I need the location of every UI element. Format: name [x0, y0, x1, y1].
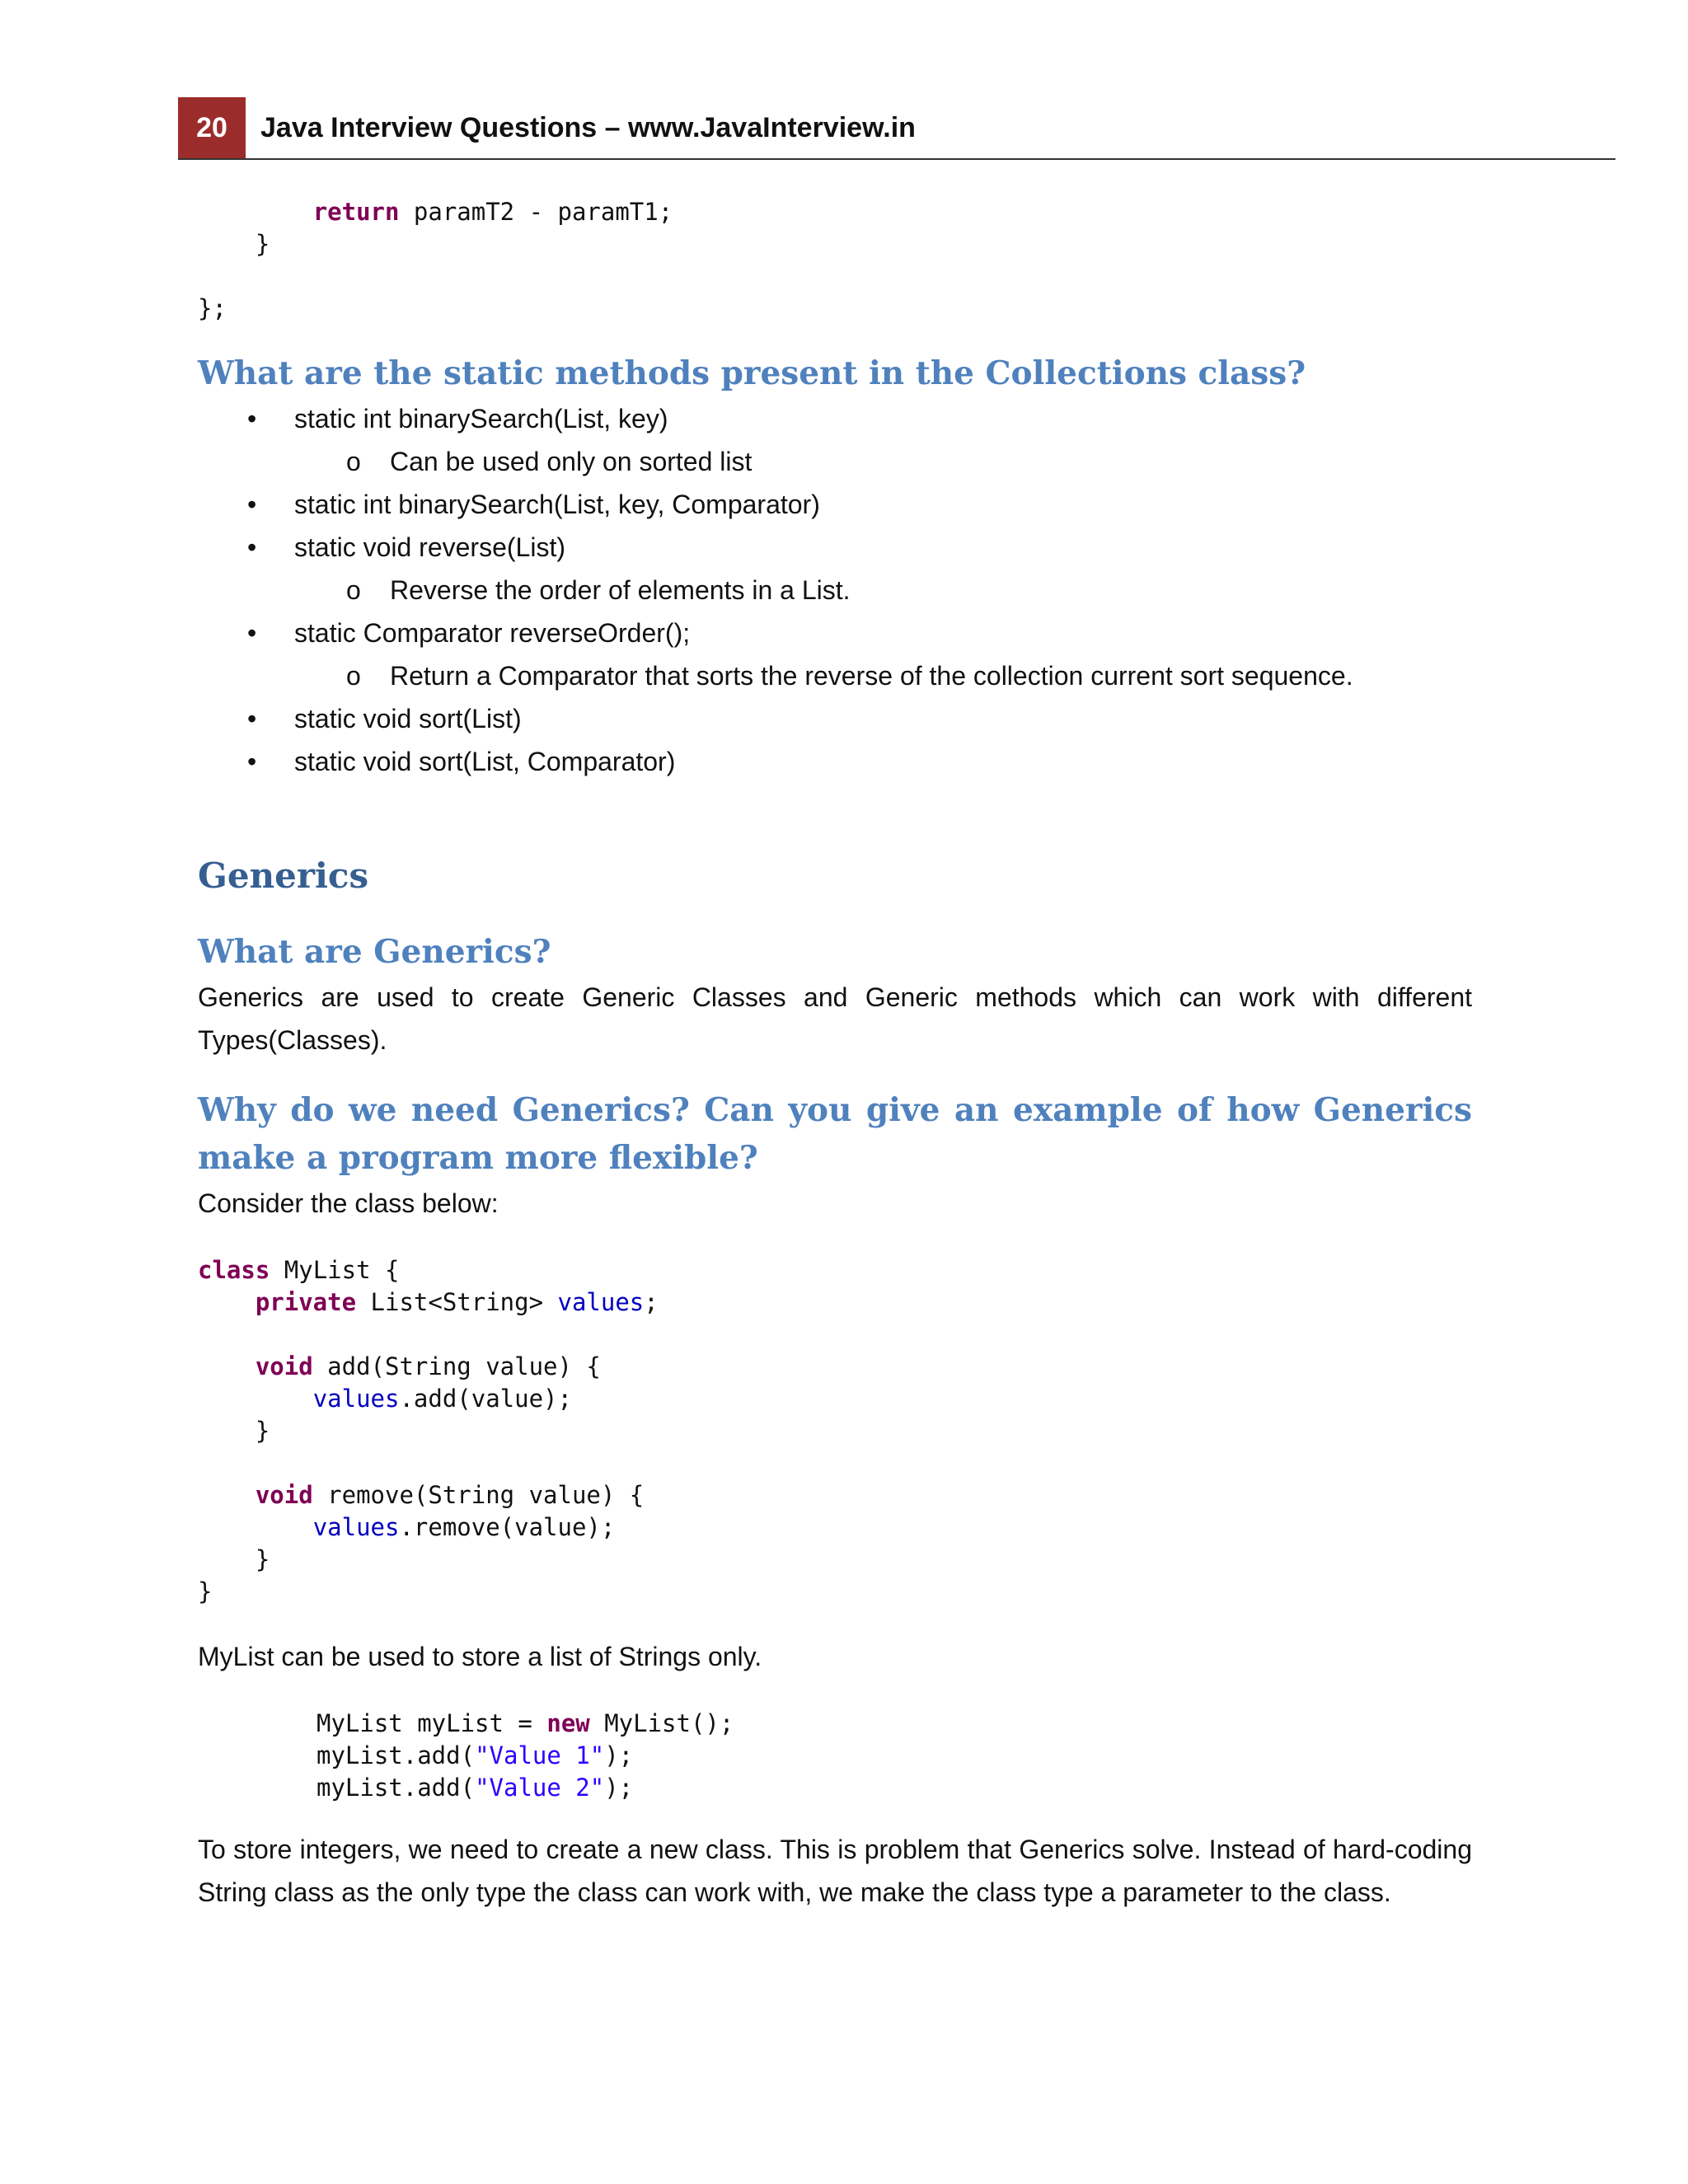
code-top: return paramT2 - paramT1; } };: [198, 198, 673, 322]
bullet-icon: •: [247, 747, 257, 776]
bullet-icon: •: [247, 490, 257, 519]
closing-paragraph: To store integers, we need to create a new class. This is problem that Generics solve. Instead of hard-coding String class as the only type the class can work with, we make the class type a parameter to the class.: [198, 1835, 1472, 1907]
heading-generics: Generics: [198, 855, 369, 896]
bullet-icon: •: [247, 618, 257, 648]
circle-bullet-icon: o: [346, 575, 361, 605]
code-mylist-usage: MyList myList = new MyList(); myList.add("Value 1"); myList.add("Value 2");: [316, 1709, 734, 1802]
circle-bullet-icon: o: [346, 447, 361, 476]
intro-text: Consider the class below:: [198, 1188, 499, 1218]
bullet-icon: •: [247, 404, 257, 434]
mylist-note: MyList can be used to store a list of Strings only.: [198, 1642, 762, 1671]
header-title: Java Interview Questions – www.JavaInterview.in: [260, 112, 916, 143]
circle-bullet-icon: o: [346, 661, 361, 691]
answer-paragraph: Generics are used to create Generic Classes and Generic methods which can work with different Types(Classes).: [198, 982, 1472, 1055]
bullet-icon: •: [247, 704, 257, 733]
question-title-why-generics: Why do we need Generics? Can you give an example of how Generics make a program more flexible?: [198, 1091, 1472, 1177]
code-mylist-class: class MyList { private List<String> values; void add(String value) { values.add(value); } void remove(String value) { values.remove(value); } }: [198, 1256, 659, 1605]
bullet-icon: •: [247, 532, 257, 562]
question-title-what-are-generics: What are Generics?: [198, 933, 551, 971]
page-number: 20: [178, 97, 246, 158]
section-title-collections: What are the static methods present in the Collections class?: [198, 354, 1306, 392]
code-keyword: return: [312, 198, 400, 226]
page-header: [178, 97, 1615, 160]
